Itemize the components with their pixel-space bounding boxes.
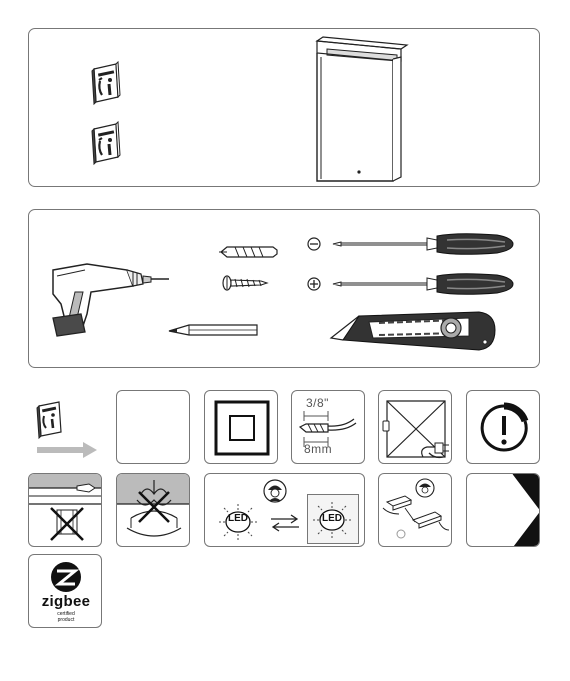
next-page-arrow-icon <box>466 473 540 547</box>
drill-bit-metric-label: 8mm <box>304 442 333 456</box>
manual-book-icon <box>90 121 122 165</box>
led-right-label: LED <box>322 513 342 524</box>
attention-icon <box>466 390 540 464</box>
required-tools-panel <box>28 209 540 368</box>
read-manual-arrow-icon <box>35 398 101 458</box>
zigbee-logo-icon <box>49 560 83 594</box>
drill-bit-inch-label: 3/8" <box>306 396 329 410</box>
mirror-cabinet-icon <box>313 37 409 185</box>
drill-bit-icon <box>292 391 365 464</box>
blank-tile <box>116 390 190 464</box>
disconnect-power-icon <box>378 390 452 464</box>
screw-icon <box>221 275 269 291</box>
flat-screwdriver-icon <box>307 232 517 256</box>
phillips-screwdriver-icon <box>307 272 517 296</box>
zigbee-subtitle-line2: product <box>57 617 75 623</box>
zigbee-certified-tile <box>28 554 102 628</box>
wall-plug-icon <box>217 244 281 260</box>
drill-bit-size-tile <box>291 390 365 464</box>
zigbee-subtitle-line1: certified <box>57 611 75 617</box>
product-contents-panel <box>28 28 540 187</box>
zigbee-logo-text: zigbee <box>41 593 91 610</box>
led-left-label: LED <box>228 513 248 524</box>
class-ii-double-insulation-icon <box>204 390 278 464</box>
manual-book-icon <box>90 61 122 105</box>
pencil-icon <box>167 322 259 338</box>
drill-icon <box>47 256 171 342</box>
no-chandelier-icon <box>116 473 190 547</box>
connector-icon <box>378 473 452 547</box>
swap-arrows-icon <box>269 514 301 532</box>
no-ceiling-mount-icon <box>28 473 102 547</box>
utility-knife-icon <box>329 308 499 354</box>
led-replacement-tile <box>204 473 365 547</box>
electrician-icon <box>263 479 287 503</box>
